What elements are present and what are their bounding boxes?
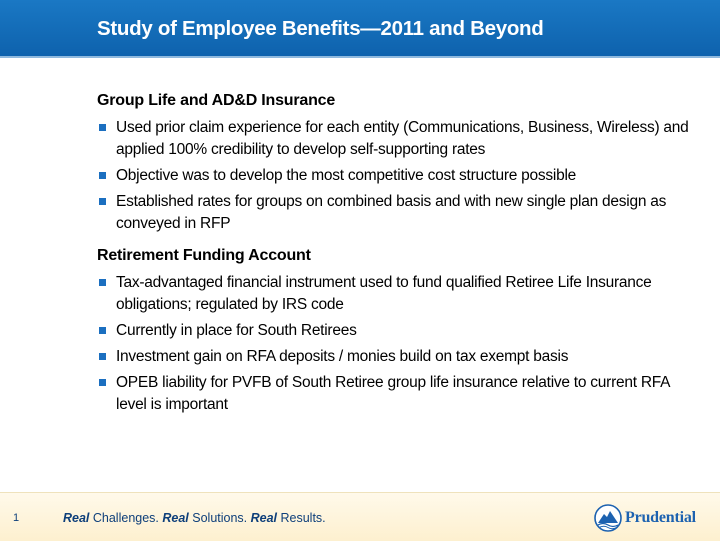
bullet-item xyxy=(97,272,697,316)
page-number: 1 xyxy=(13,512,20,524)
bullet-text: Investment gain on RFA deposits / monies build on tax exempt basis xyxy=(116,348,569,365)
bullet-square-icon xyxy=(99,124,106,131)
bullet-square-icon xyxy=(99,327,106,334)
rock-of-gibraltar-icon xyxy=(594,504,622,532)
bullet-item xyxy=(97,191,697,235)
bullet-text: Objective was to develop the most competitive cost structure possible xyxy=(116,167,577,184)
slide-title: Study of Employee Benefits—2011 and Beyond xyxy=(97,17,544,40)
section-retirement-funding xyxy=(97,246,697,416)
bullet-item xyxy=(97,346,697,368)
footer-tagline xyxy=(63,511,326,525)
logo-wordmark: Prudential xyxy=(625,509,696,526)
bullet-text: Established rates for groups on combined basis and with new single plan design as conveyed in RFP xyxy=(116,193,667,232)
bullet-square-icon xyxy=(99,172,106,179)
bullet-list xyxy=(97,117,697,235)
bullet-square-icon xyxy=(99,379,106,386)
bullet-item xyxy=(97,372,697,416)
bullet-item xyxy=(97,165,697,187)
bullet-text: Currently in place for South Retirees xyxy=(116,322,357,339)
tagline-text: Results. xyxy=(277,511,326,525)
section-heading: Retirement Funding Account xyxy=(97,247,311,264)
section-heading: Group Life and AD&D Insurance xyxy=(97,92,336,109)
bullet-text: OPEB liability for PVFB of South Retiree group life insurance relative to current RFA level is important xyxy=(116,374,670,413)
prudential-logo xyxy=(594,503,696,533)
tagline-text: Challenges. xyxy=(89,511,163,525)
bullet-square-icon xyxy=(99,279,106,286)
bullet-text: Used prior claim experience for each entity (Communications, Business, Wireless) and applied 100% credibility to develop self-supporting rates xyxy=(116,119,689,158)
tagline-real: Real xyxy=(162,511,189,525)
footer-bar xyxy=(0,492,720,541)
bullet-list xyxy=(97,272,697,416)
bullet-square-icon xyxy=(99,353,106,360)
bullet-item xyxy=(97,320,697,342)
bullet-square-icon xyxy=(99,198,106,205)
bullet-item xyxy=(97,117,697,161)
slide-body xyxy=(97,91,697,420)
bullet-text: Tax-advantaged financial instrument used to fund qualified Retiree Life Insurance obligations; regulated by IRS code xyxy=(116,274,652,313)
section-group-life xyxy=(97,91,697,235)
tagline-real: Real xyxy=(250,511,278,525)
tagline-real: Real xyxy=(63,511,90,525)
title-bar xyxy=(0,0,720,58)
tagline-text: Solutions. xyxy=(188,511,251,525)
